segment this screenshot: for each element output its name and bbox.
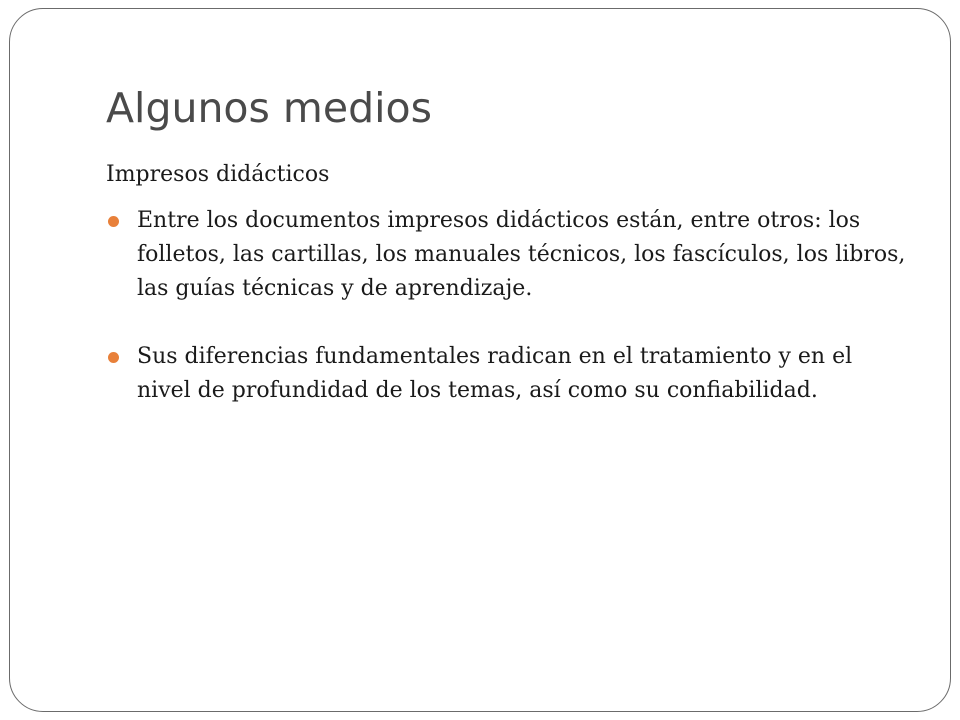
slide-body [106,158,906,442]
bullet-text: Entre los documentos impresos didácticos están, entre otros: los folletos, las cartillas, los manuales técnicos, los fascículos, los libros, las guías técnicas y de aprendizaje. [137,208,906,301]
slide-subtitle: Impresos didácticos [106,162,330,187]
bullet-dot-icon [108,352,119,363]
bullet-item [106,204,906,306]
bullet-text: Sus diferencias fundamentales radican en el tratamiento y en el nivel de profundidad de los temas, así como su confiabilidad. [137,344,853,403]
bullet-item [106,340,906,408]
bullet-dot-icon [108,216,119,227]
slide-title: Algunos medios [106,84,432,132]
bullet-list [106,204,906,408]
